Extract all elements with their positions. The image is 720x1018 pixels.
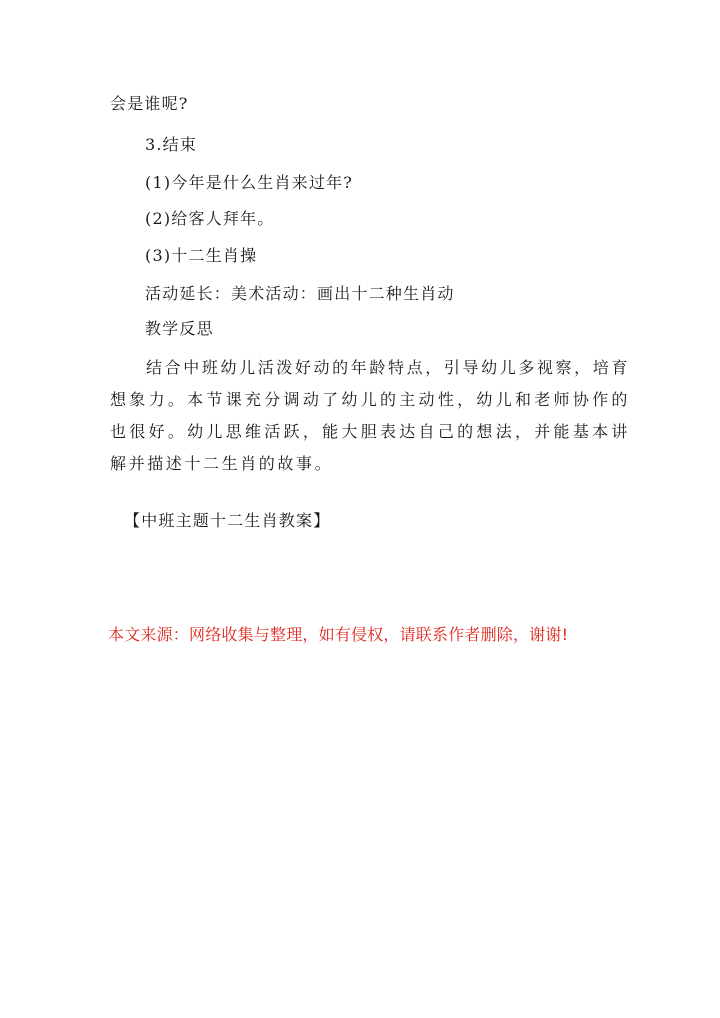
list-item-2: (2)给客人拜年。 xyxy=(145,209,275,228)
document-title-bracket: 【中班主题十二生肖教案】 xyxy=(124,511,331,530)
reflection-paragraph: 结合中班幼儿活泼好动的年龄特点，引导幼儿多视察，培育想象力。本节课充分调动了幼儿的主动性，幼儿和老师协作的也很好。幼儿思维活跃，能大胆表达自己的想法，并能基本讲解并描述十二生肖的故事。 xyxy=(110,358,630,473)
list-item-3: (3)十二生肖操 xyxy=(145,246,258,265)
reflection-heading: 教学反思 xyxy=(145,319,214,338)
section-heading-ending: 3.结束 xyxy=(145,135,198,154)
list-item-1: (1)今年是什么生肖来过年? xyxy=(145,173,354,192)
source-note: 本文来源：网络收集与整理，如有侵权，请联系作者删除，谢谢! xyxy=(108,625,569,644)
text-line-continuation: 会是谁呢? xyxy=(110,94,189,113)
activity-extension: 活动延长：美术活动：画出十二种生肖动 xyxy=(145,284,455,303)
